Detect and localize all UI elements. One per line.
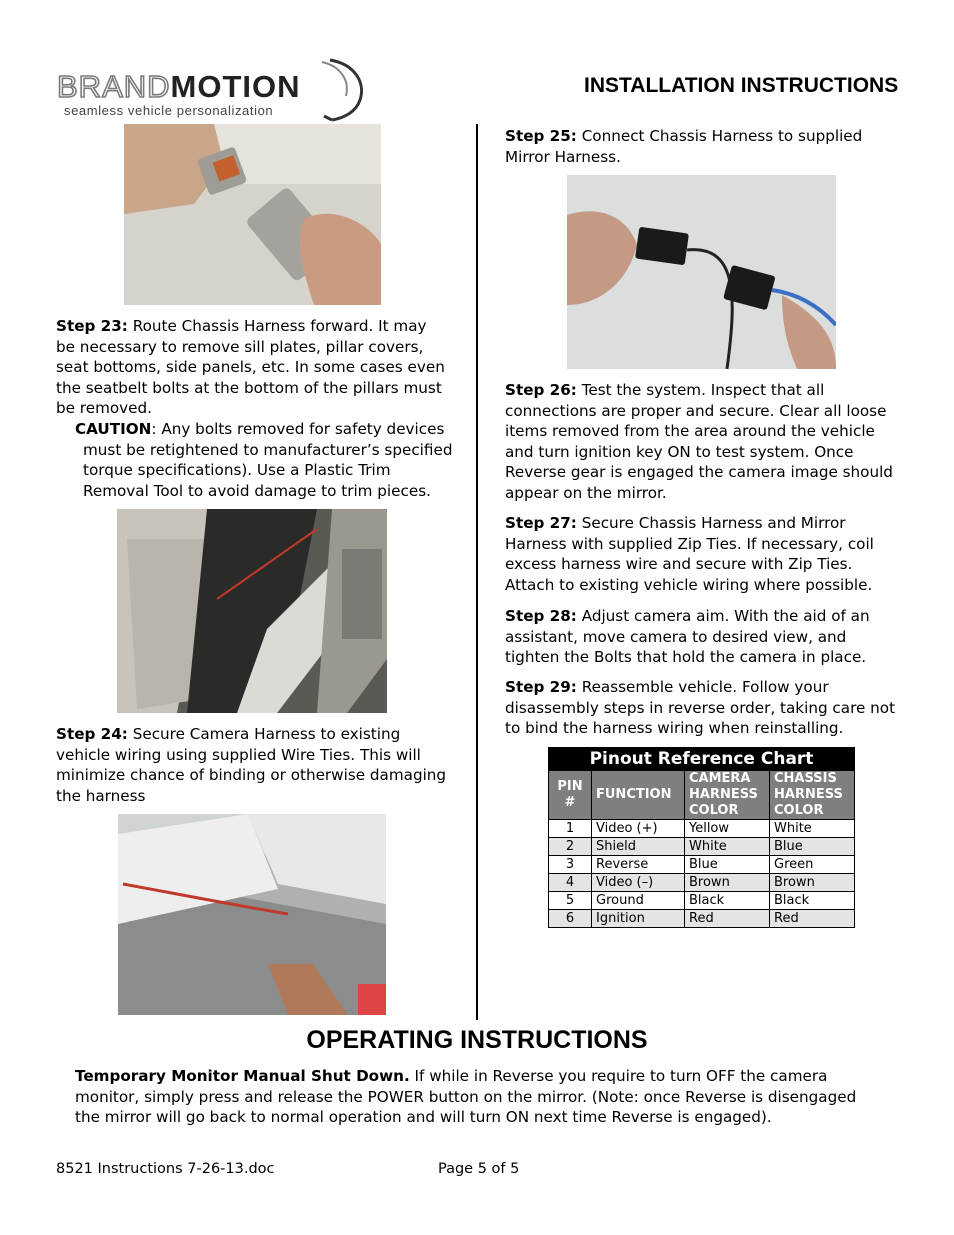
chassis-color: Brown: [770, 874, 855, 892]
pinout-header-pin: PIN #: [549, 771, 592, 820]
step-29-text: to bind the harness wiring when reinstalling.: [505, 719, 844, 738]
step-26-text: Reverse gear is engaged the camera image should: [505, 463, 893, 482]
logo-motion: MOTION: [170, 69, 301, 104]
shutdown-text: If while in Reverse you require to turn OFF the camera: [409, 1067, 828, 1085]
step-29-text: disassembly steps in reverse order, taking care not: [505, 698, 896, 717]
pin-number: 4: [549, 874, 592, 892]
step-24-text: minimize chance of binding or otherwise damaging: [56, 766, 447, 785]
pin-number: 1: [549, 820, 592, 838]
step-29: [505, 677, 905, 739]
pinout-table-title: Pinout Reference Chart: [549, 748, 855, 771]
caution-text: torque specifications). Use a Plastic Trim: [83, 461, 391, 480]
step-28-text: tighten the Bolts that hold the camera in place.: [505, 648, 867, 667]
logo-wordmark: [57, 70, 301, 104]
photo-harness-connectors: [567, 175, 836, 369]
step-23-text: Route Chassis Harness forward. It may: [132, 317, 427, 335]
chassis-color: Black: [770, 892, 855, 910]
table-row: [549, 874, 855, 892]
photo-liftgate-wiring: [118, 814, 386, 1015]
photo-door-sill: [117, 509, 387, 713]
pin-function: Ignition: [592, 910, 685, 928]
operating-instructions-text: [75, 1066, 895, 1128]
step-26-text: items removed from the area around the vehicle: [505, 422, 875, 441]
step-28: [505, 606, 905, 668]
step-28-text: assistant, move camera to desired view, and: [505, 627, 847, 646]
caution-text: Removal Tool to avoid damage to trim pieces.: [83, 481, 431, 500]
pin-function: Reverse: [592, 856, 685, 874]
chassis-color: Red: [770, 910, 855, 928]
step-23-text: be removed.: [56, 399, 152, 418]
step-28-text: Adjust camera aim. With the aid of an: [581, 607, 870, 625]
chassis-color: White: [770, 820, 855, 838]
footer-page-number: Page 5 of 5: [438, 1161, 520, 1177]
pin-function: Ground: [592, 892, 685, 910]
step-26-label: Step 26:: [505, 381, 577, 399]
page-header-title: INSTALLATION INSTRUCTIONS: [584, 74, 899, 97]
logo-brand: BRAND: [57, 69, 171, 104]
camera-color: Brown: [685, 874, 770, 892]
camera-color: Yellow: [685, 820, 770, 838]
caution-label: CAUTION: [75, 420, 152, 438]
step-29-text: Reassemble vehicle. Follow your: [581, 678, 829, 696]
step-26-text: and turn ignition key ON to test system. Once: [505, 442, 854, 461]
step-29-label: Step 29:: [505, 678, 577, 696]
camera-color: Blue: [685, 856, 770, 874]
pinout-header-function: FUNCTION: [592, 771, 685, 820]
step-27: [505, 513, 905, 595]
step-25-label: Step 25:: [505, 127, 577, 145]
chassis-color: Blue: [770, 838, 855, 856]
step-24: [56, 724, 466, 806]
photo-connector-unplugged: [124, 124, 381, 305]
pin-number: 5: [549, 892, 592, 910]
step-23-text: the seatbelt bolts at the bottom of the pillars must: [56, 378, 442, 397]
caution-note: [75, 419, 465, 501]
step-27-text: Harness with supplied Zip Ties. If necessary, coil: [505, 534, 874, 553]
step-25-text: Mirror Harness.: [505, 147, 621, 166]
step-24-text: the harness: [56, 786, 146, 805]
step-25: [505, 126, 905, 167]
step-23: [56, 316, 466, 419]
step-23-label: Step 23:: [56, 317, 128, 335]
caution-text: : Any bolts removed for safety devices: [151, 420, 445, 438]
pin-function: Video (+): [592, 820, 685, 838]
camera-color: Red: [685, 910, 770, 928]
chassis-color: Green: [770, 856, 855, 874]
pin-function: Video (–): [592, 874, 685, 892]
pinout-header-camera-color: CAMERA HARNESS COLOR: [685, 771, 770, 820]
pin-number: 2: [549, 838, 592, 856]
step-27-text: Attach to existing vehicle wiring where possible.: [505, 575, 873, 594]
step-27-label: Step 27:: [505, 514, 577, 532]
table-row: [549, 910, 855, 928]
step-26: [505, 380, 905, 504]
shutdown-text: the mirror will go back to normal operation and will turn ON next time Reverse is engaged).: [75, 1108, 772, 1127]
table-row: [549, 856, 855, 874]
pin-number: 6: [549, 910, 592, 928]
operating-instructions-title: OPERATING INSTRUCTIONS: [306, 1026, 648, 1054]
step-27-text: excess harness wire and secure with Zip Ties.: [505, 555, 853, 574]
footer-filename: 8521 Instructions 7-26-13.doc: [56, 1161, 275, 1177]
pin-function: Shield: [592, 838, 685, 856]
table-row: [549, 820, 855, 838]
step-26-text: connections are proper and secure. Clear all loose: [505, 401, 887, 420]
table-row: [549, 892, 855, 910]
step-23-text: seat bottoms, side panels, etc. In some cases even: [56, 358, 445, 377]
shutdown-label: Temporary Monitor Manual Shut Down.: [75, 1067, 410, 1085]
camera-color: Black: [685, 892, 770, 910]
step-26-text: Test the system. Inspect that all: [581, 381, 825, 399]
step-23-text: be necessary to remove sill plates, pillar covers,: [56, 337, 424, 356]
camera-color: White: [685, 838, 770, 856]
step-24-text: Secure Camera Harness to existing: [132, 725, 401, 743]
logo-tagline: seamless vehicle personalization: [64, 103, 274, 118]
step-26-text: appear on the mirror.: [505, 483, 667, 502]
column-divider: [476, 124, 478, 1020]
table-row: [549, 838, 855, 856]
caution-text: must be retightened to manufacturer’s specified: [83, 440, 453, 459]
pin-number: 3: [549, 856, 592, 874]
step-24-text: vehicle wiring using supplied Wire Ties. This will: [56, 745, 421, 764]
step-27-text: Secure Chassis Harness and Mirror: [581, 514, 846, 532]
shutdown-text: monitor, simply press and release the POWER button on the mirror. (Note: once Reverse is disengaged: [75, 1087, 857, 1106]
pinout-header-chassis-color: CHASSIS HARNESS COLOR: [770, 771, 855, 820]
step-28-label: Step 28:: [505, 607, 577, 625]
step-24-label: Step 24:: [56, 725, 128, 743]
step-25-text: Connect Chassis Harness to supplied: [581, 127, 863, 145]
pinout-reference-table: [548, 747, 855, 928]
